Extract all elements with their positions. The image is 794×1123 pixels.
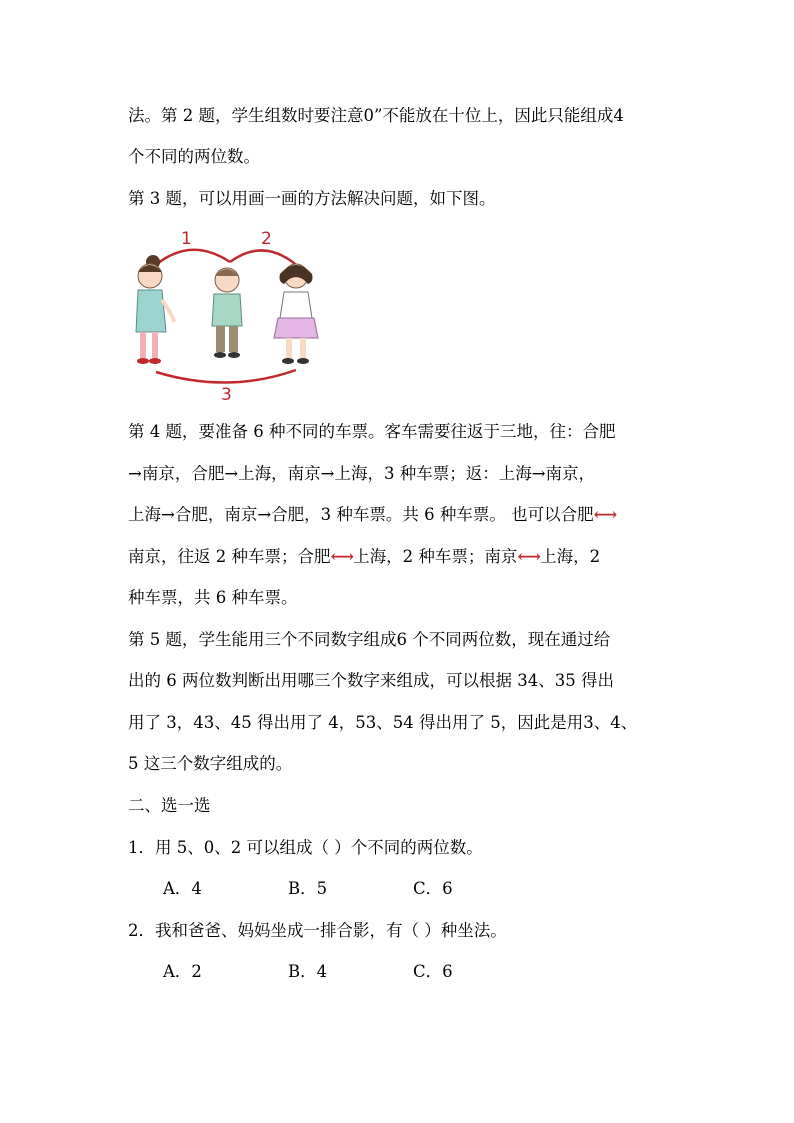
boy-middle-figure	[212, 268, 242, 358]
children-figure-svg	[128, 222, 338, 407]
arc-1	[150, 250, 230, 270]
arc-label-2: 2	[261, 229, 272, 249]
question-1: 1．用 5、0、2 可以组成（ ）个不同的两位数。	[128, 838, 483, 857]
arc-label-1: 1	[181, 229, 192, 249]
arc-3	[156, 370, 296, 383]
q4-line-3-text: 上海→合肥，南京→合肥，3 种车票。共 6 种车票。 也可以合肥	[128, 505, 594, 524]
option-a[interactable]: A．2	[163, 962, 202, 981]
question-2-options	[163, 961, 453, 983]
arc-label-3: 3	[221, 385, 232, 405]
double-arrow-icon: ⟷	[517, 547, 541, 566]
section-title: 二、选一选	[128, 796, 211, 815]
option-c[interactable]: C．6	[413, 962, 453, 981]
question-1-options	[163, 878, 453, 900]
q5-line-1: 第 5 题，学生能用三个不同数字组成6 个不同两位数，现在通过给	[128, 630, 611, 649]
q4-line-1: 第 4 题，要准备 6 种不同的车票。客车需要往返于三地，往：合肥	[128, 422, 616, 441]
option-b[interactable]: B．4	[288, 962, 328, 981]
double-arrow-icon: ⟷	[330, 547, 354, 566]
option-c[interactable]: C．6	[413, 879, 453, 898]
q5-line-2: 出的 6 两位数判断出用哪三个数字来组成，可以根据 34、35 得出	[128, 671, 614, 690]
q4-line-2: →南京，合肥→上海，南京→上海，3 种车票；返：上海→南京，	[128, 464, 596, 483]
girl-left-figure	[136, 255, 174, 364]
girl-right-figure	[274, 264, 318, 364]
q4-line-4a: 南京，往返 2 种车票；合肥	[128, 547, 331, 566]
q4-line-4c: 上海，2	[540, 547, 601, 566]
q5-line-3: 用了 3，43、45 得出用了 4，53、54 得出用了 5，因此是用3、4、	[128, 713, 638, 732]
question-2: 2．我和爸爸、妈妈坐成一排合影，有（ ）种坐法。	[128, 921, 507, 940]
q4-line-5: 种车票，共 6 种车票。	[128, 588, 298, 607]
children-illustration	[128, 222, 338, 407]
intro-line-2: 个不同的两位数。	[128, 147, 260, 166]
q4-line-3	[128, 504, 616, 526]
intro-line-1: 法。第 2 题，学生组数时要注意0”不能放在十位上，因此只能组成4	[128, 106, 624, 125]
option-b[interactable]: B．5	[288, 879, 328, 898]
double-arrow-icon: ⟷	[593, 505, 617, 524]
q4-line-4b: 上海，2 种车票；南京	[353, 547, 518, 566]
option-a[interactable]: A．4	[163, 879, 202, 898]
intro-line-3: 第 3 题，可以用画一画的方法解决问题，如下图。	[128, 189, 496, 208]
q5-line-4: 5 这三个数字组成的。	[128, 754, 293, 773]
q4-line-4	[128, 546, 600, 568]
